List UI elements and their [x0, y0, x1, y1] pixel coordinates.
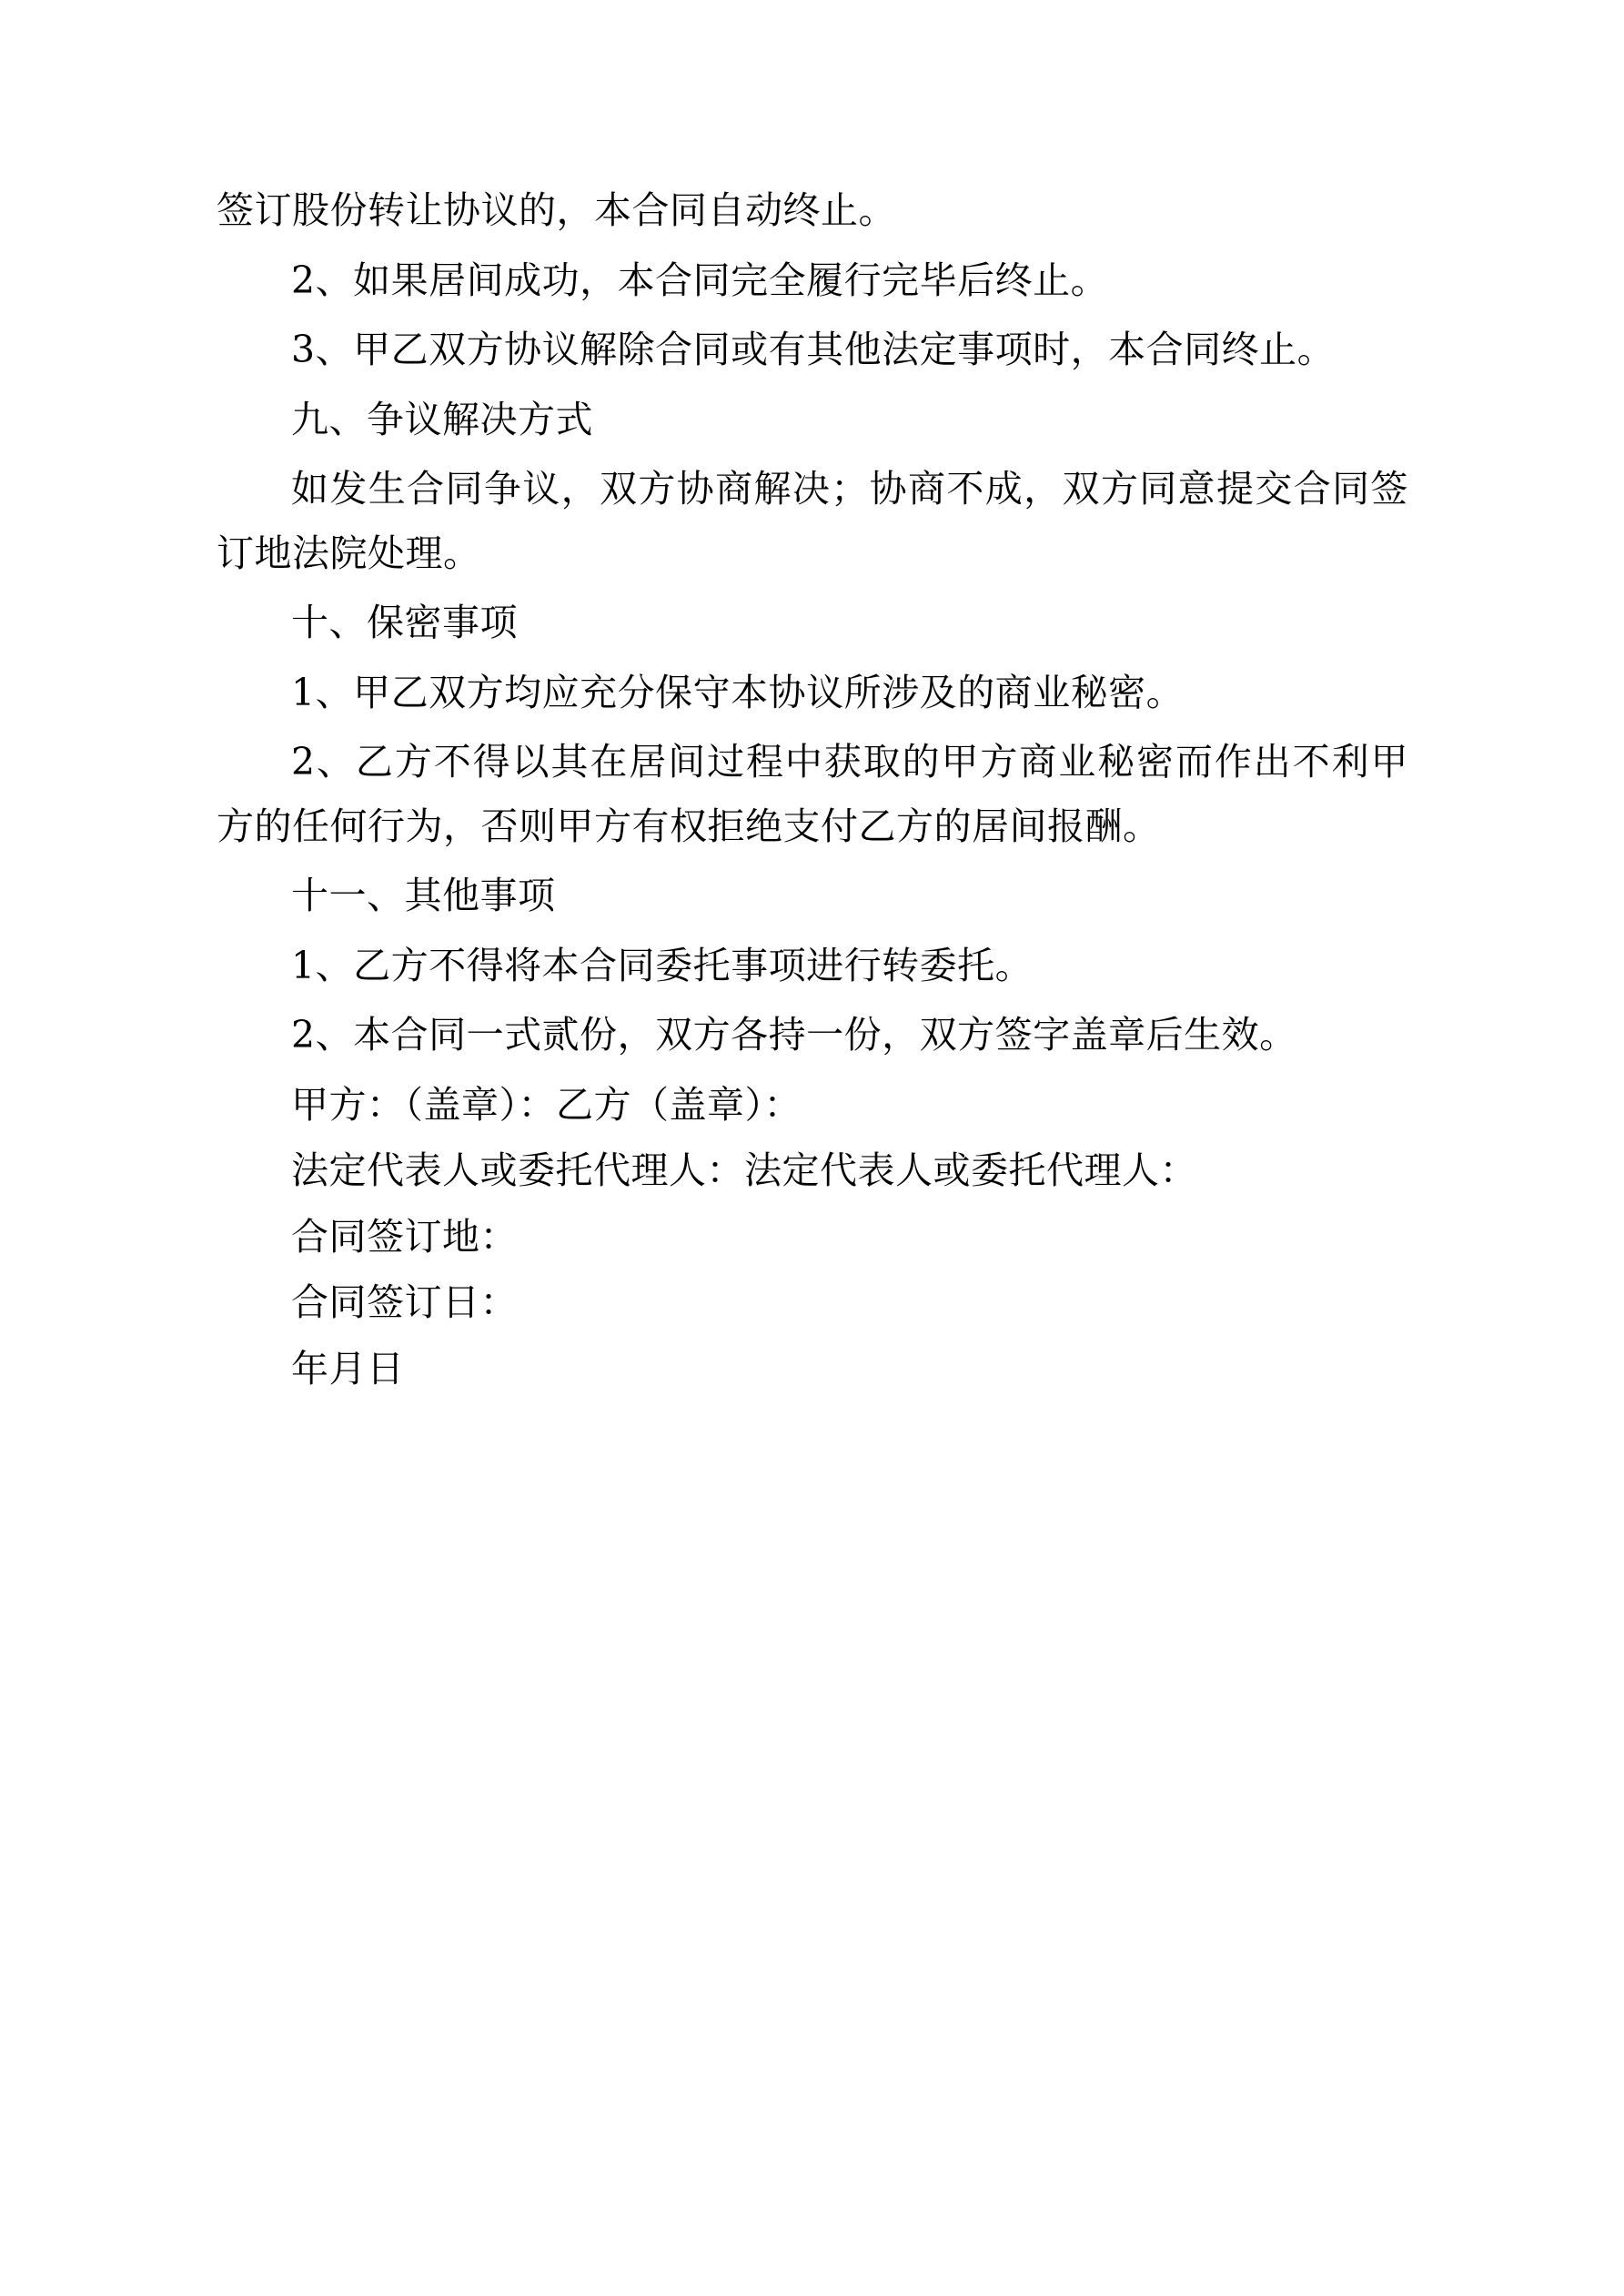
signature-parties-line: 甲方：（盖章）：乙方（盖章）：	[291, 1082, 802, 1127]
paragraph: 3、甲乙双方协议解除合同或有其他法定事项时，本合同终止。	[291, 328, 1336, 372]
signing-date-line: 合同签订日：	[291, 1280, 518, 1325]
section-heading-nine: 九、争议解决方式	[291, 397, 593, 441]
paragraph: 签订股份转让协议的，本合同自动终止。	[217, 188, 896, 232]
paragraph: 1、甲乙双方均应充分保守本协议所涉及的商业秘密。	[291, 670, 1185, 714]
date-placeholder-line: 年月日	[291, 1346, 405, 1391]
paragraph: 2、如果居间成功，本合同完全履行完毕后终止。	[291, 258, 1109, 302]
paragraph: 2、本合同一式贰份，双方各持一份，双方签字盖章后生效。	[291, 1013, 1297, 1057]
paragraph: 1、乙方不得将本合同委托事项进行转委托。	[291, 943, 1034, 987]
section-heading-eleven: 十一、其他事项	[291, 874, 556, 918]
paragraph: 2、乙方不得以其在居间过程中获取的甲方商业秘密而作出不利甲方的任何行为，否则甲方有权拒绝支付乙方的居间报酬。	[217, 740, 1408, 848]
signature-representatives-line: 法定代表人或委托代理人：法定代表人或委托代理人：	[291, 1148, 1197, 1193]
document-body	[217, 178, 1408, 1402]
paragraph: 如发生合同争议，双方协商解决；协商不成，双方同意提交合同签订地法院处理。	[217, 467, 1408, 575]
signing-place-line: 合同签订地：	[291, 1214, 518, 1259]
section-heading-ten: 十、保密事项	[291, 601, 518, 645]
